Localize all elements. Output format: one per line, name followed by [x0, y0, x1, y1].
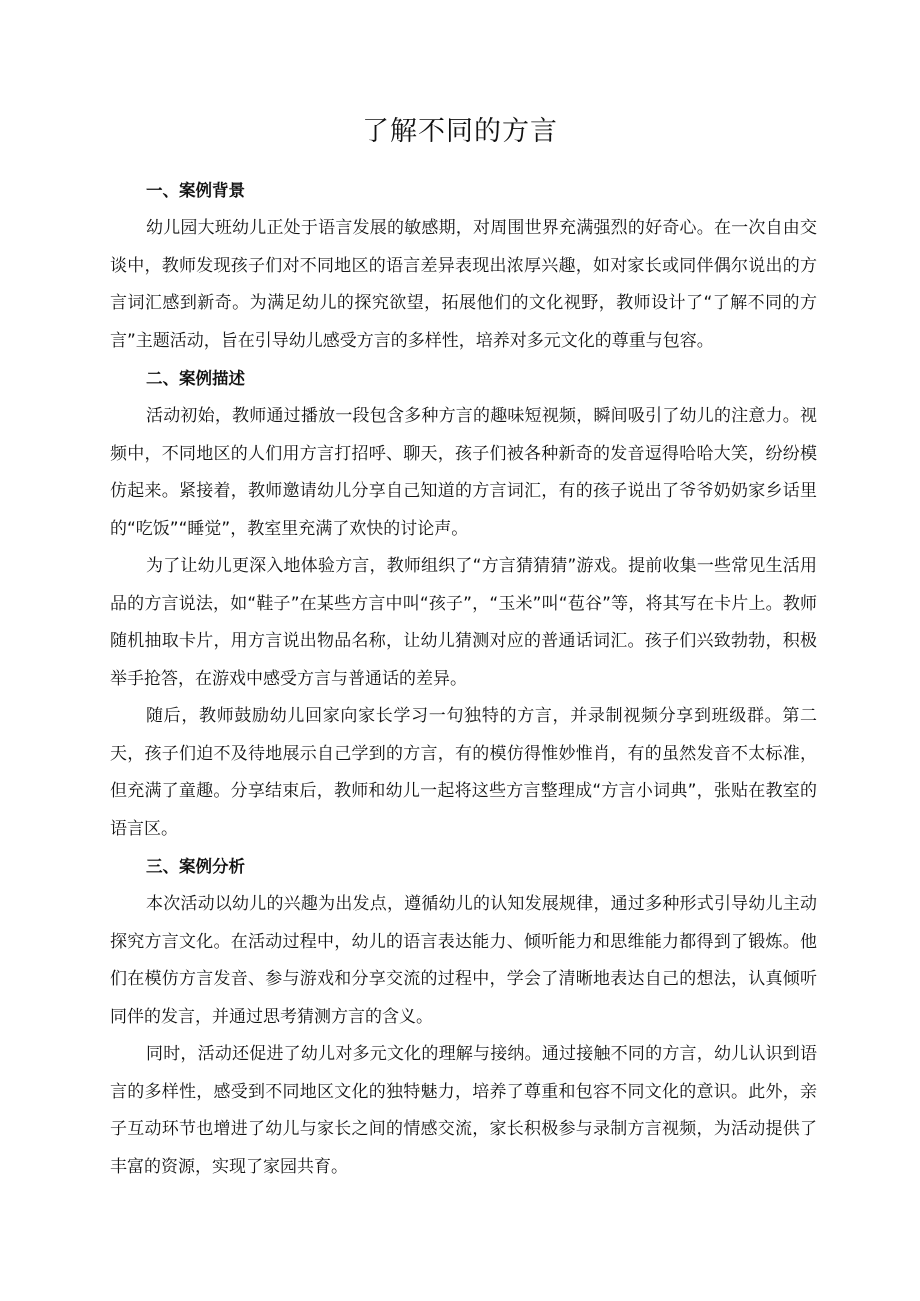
- paragraph: 本次活动以幼儿的兴趣为出发点，遵循幼儿的认知发展规律，通过多种形式引导幼儿主动探究方言文化。在活动过程中，幼儿的语言表达能力、倾听能力和思维能力都得到了锻炼。他们在模仿方言发音、参与游戏和分享交流的过程中，学会了清晰地表达自己的想法，认真倾听同伴的发言，并通过思考猜测方言的含义。: [110, 894, 817, 1027]
- section-heading: 二、案例描述: [146, 369, 245, 388]
- section-heading: 三、案例分析: [146, 857, 245, 876]
- paragraph: 活动初始，教师通过播放一段包含多种方言的趣味短视频，瞬间吸引了幼儿的注意力。视频中，不同地区的人们用方言打招呼、聊天，孩子们被各种新奇的发音逗得哈哈大笑，纷纷模仿起来。紧接着，教师邀请幼儿分享自己知道的方言词汇，有的孩子说出了爷爷奶奶家乡话里的“吃饭”“睡觉”，教室里充满了欢快的讨论声。: [110, 406, 817, 539]
- paragraph: 同时，活动还促进了幼儿对多元文化的理解与接纳。通过接触不同的方言，幼儿认识到语言的多样性，感受到不同地区文化的独特魅力，培养了尊重和包容不同文化的意识。此外，亲子互动环节也增进了幼儿与家长之间的情感交流，家长积极参与录制方言视频，为活动提供了丰富的资源，实现了家园共育。: [110, 1044, 817, 1177]
- paragraph: 幼儿园大班幼儿正处于语言发展的敏感期，对周围世界充满强烈的好奇心。在一次自由交谈中，教师发现孩子们对不同地区的语言差异表现出浓厚兴趣，如对家长或同伴偶尔说出的方言词汇感到新奇。为满足幼儿的探究欲望，拓展他们的文化视野，教师设计了“了解不同的方言”主题活动，旨在引导幼儿感受方言的多样性，培养对多元文化的尊重与包容。: [110, 218, 817, 351]
- paragraph: 随后，教师鼓励幼儿回家向家长学习一句独特的方言，并录制视频分享到班级群。第二天，孩子们迫不及待地展示自己学到的方言，有的模仿得惟妙惟肖，有的虽然发音不太标准，但充满了童趣。分享结束后，教师和幼儿一起将这些方言整理成“方言小词典”，张贴在教室的语言区。: [110, 706, 817, 839]
- section-analysis: [110, 848, 817, 1186]
- section-heading: 一、案例背景: [146, 181, 245, 200]
- section-description: [110, 360, 817, 848]
- document-body: [110, 172, 817, 1186]
- section-background: [110, 172, 817, 360]
- paragraph: 为了让幼儿更深入地体验方言，教师组织了“方言猜猜猜”游戏。提前收集一些常见生活用品的方言说法，如“鞋子”在某些方言中叫“孩子”，“玉米”叫“苞谷”等，将其写在卡片上。教师随机抽取卡片，用方言说出物品名称，让幼儿猜测对应的普通话词汇。孩子们兴致勃勃，积极举手抢答，在游戏中感受方言与普通话的差异。: [110, 556, 817, 689]
- page-title: 了解不同的方言: [362, 116, 558, 147]
